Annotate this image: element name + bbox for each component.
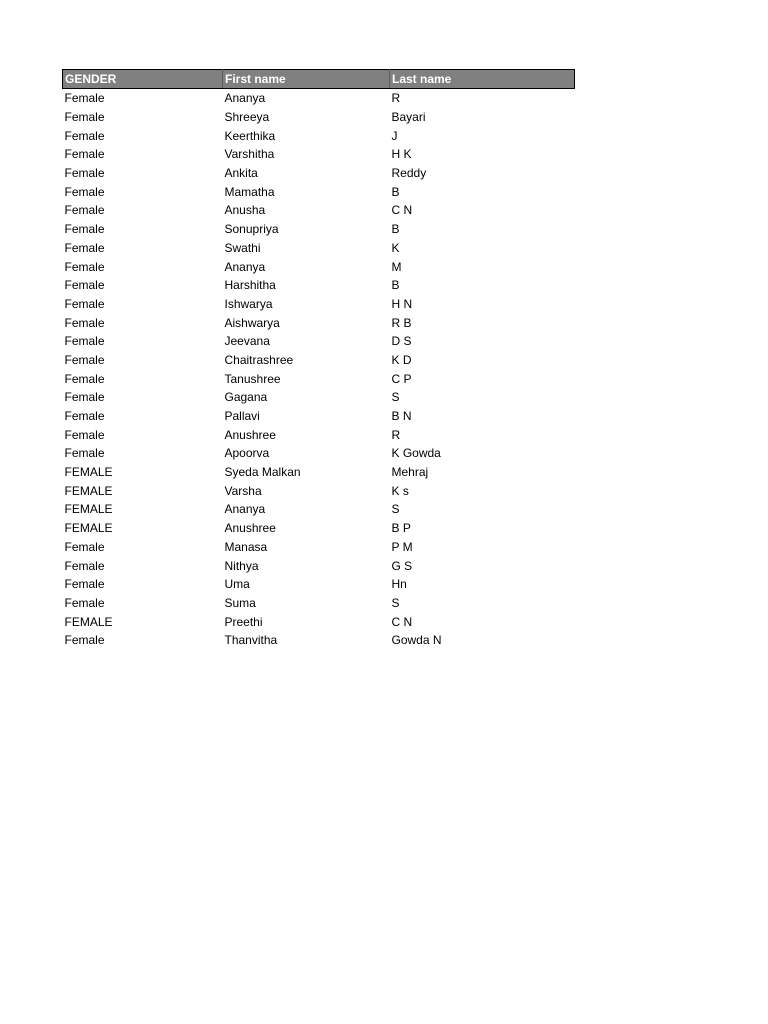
cell-first-name: Pallavi	[224, 409, 260, 424]
header-gender: GENDER	[63, 70, 223, 89]
cell-first-name: Ananya	[224, 91, 266, 106]
cell-last-name: S	[391, 595, 400, 610]
table-row	[63, 575, 575, 594]
cell-first-name: Jeevana	[224, 334, 270, 349]
cell-first-name: Syeda Malkan	[224, 465, 301, 480]
cell-gender: FEMALE	[64, 521, 113, 536]
cell-gender: FEMALE	[64, 502, 113, 517]
cell-last-name: R	[391, 91, 401, 106]
cell-gender: Female	[64, 446, 105, 461]
cell-gender: Female	[64, 390, 105, 405]
cell-last-name: G S	[391, 558, 413, 573]
cell-first-name: Suma	[224, 595, 256, 610]
table-row	[63, 631, 575, 650]
cell-gender: Female	[64, 371, 105, 386]
cell-first-name: Aishwarya	[224, 315, 280, 330]
cell-last-name: J	[391, 128, 398, 143]
cell-gender: Female	[64, 315, 105, 330]
cell-last-name: Hn	[391, 577, 407, 592]
table-row	[63, 182, 575, 201]
cell-last-name: B	[391, 222, 400, 237]
cell-gender: Female	[64, 203, 105, 218]
cell-last-name: Mehraj	[391, 465, 429, 480]
cell-first-name: Anusha	[224, 203, 266, 218]
cell-first-name: Swathi	[224, 240, 261, 255]
table-header	[63, 70, 575, 89]
cell-last-name: B P	[391, 521, 411, 536]
cell-last-name: Bayari	[391, 110, 426, 125]
cell-first-name: Ankita	[224, 166, 258, 181]
table-row	[63, 538, 575, 557]
cell-first-name: Ananya	[224, 502, 266, 517]
cell-last-name: H K	[391, 147, 412, 162]
cell-last-name: K	[391, 240, 400, 255]
spreadsheet-page	[62, 69, 574, 650]
cell-first-name: Apoorva	[224, 446, 270, 461]
cell-first-name: Varsha	[224, 483, 262, 498]
cell-first-name: Preethi	[224, 614, 263, 629]
table-row	[63, 332, 575, 351]
cell-last-name: S	[391, 502, 400, 517]
cell-last-name: B	[391, 184, 400, 199]
cell-last-name: Reddy	[391, 166, 427, 181]
table-body	[63, 89, 575, 650]
cell-first-name: Mamatha	[224, 184, 275, 199]
table-row	[63, 519, 575, 538]
cell-last-name: M	[391, 259, 402, 274]
table-row	[63, 556, 575, 575]
table-row	[63, 388, 575, 407]
header-first-name: First name	[223, 70, 390, 89]
cell-gender: FEMALE	[64, 614, 113, 629]
cell-last-name: C N	[391, 203, 413, 218]
cell-last-name: B	[391, 278, 400, 293]
table-row	[63, 276, 575, 295]
cell-last-name: K s	[391, 483, 409, 498]
table-row	[63, 89, 575, 108]
cell-gender: Female	[64, 259, 105, 274]
cell-first-name: Chaitrashree	[224, 352, 294, 367]
cell-last-name: Gowda N	[391, 633, 442, 648]
cell-gender: Female	[64, 91, 105, 106]
cell-first-name: Varshitha	[224, 147, 275, 162]
cell-first-name: Tanushree	[224, 371, 281, 386]
header-row	[63, 70, 575, 89]
cell-gender: Female	[64, 595, 105, 610]
table-row	[63, 500, 575, 519]
cell-first-name: Shreeya	[224, 110, 270, 125]
cell-gender: Female	[64, 222, 105, 237]
cell-gender: Female	[64, 128, 105, 143]
table-row	[63, 444, 575, 463]
cell-first-name: Anushree	[224, 521, 276, 536]
student-table	[62, 69, 575, 650]
cell-gender: FEMALE	[64, 465, 113, 480]
table-row	[63, 239, 575, 258]
cell-gender: Female	[64, 409, 105, 424]
cell-last-name: B N	[391, 409, 412, 424]
table-row	[63, 612, 575, 631]
cell-gender: Female	[64, 147, 105, 162]
table-row	[63, 369, 575, 388]
table-row	[63, 594, 575, 613]
cell-last-name: P M	[391, 539, 413, 554]
cell-last-name: K Gowda	[391, 446, 441, 461]
cell-last-name: R B	[391, 315, 412, 330]
cell-last-name: R	[391, 427, 401, 442]
cell-gender: Female	[64, 110, 105, 125]
cell-first-name: Ananya	[224, 259, 266, 274]
table-row	[63, 220, 575, 239]
cell-gender: Female	[64, 539, 105, 554]
cell-first-name: Ishwarya	[224, 296, 273, 311]
cell-last-name: H N	[391, 296, 413, 311]
cell-first-name: Anushree	[224, 427, 276, 442]
table-row	[63, 463, 575, 482]
table-row	[63, 425, 575, 444]
cell-first-name: Manasa	[224, 539, 268, 554]
table-row	[63, 164, 575, 183]
cell-first-name: Uma	[224, 577, 250, 592]
cell-last-name: C N	[391, 614, 413, 629]
table-row	[63, 481, 575, 500]
cell-gender: Female	[64, 166, 105, 181]
cell-first-name: Keerthika	[224, 128, 276, 143]
table-row	[63, 407, 575, 426]
table-row	[63, 351, 575, 370]
table-row	[63, 201, 575, 220]
cell-gender: Female	[64, 577, 105, 592]
cell-gender: Female	[64, 278, 105, 293]
cell-gender: Female	[64, 240, 105, 255]
cell-gender: Female	[64, 352, 105, 367]
table-row	[63, 145, 575, 164]
cell-gender: FEMALE	[64, 483, 113, 498]
cell-first-name: Thanvitha	[224, 633, 278, 648]
header-last-name: Last name	[390, 70, 575, 89]
cell-first-name: Gagana	[224, 390, 268, 405]
table-row	[63, 126, 575, 145]
cell-last-name: D S	[391, 334, 412, 349]
cell-last-name: S	[391, 390, 400, 405]
table-row	[63, 295, 575, 314]
cell-first-name: Harshitha	[224, 278, 276, 293]
cell-last-name: C P	[391, 371, 412, 386]
cell-gender: Female	[64, 296, 105, 311]
cell-last-name: K D	[391, 352, 412, 367]
cell-gender: Female	[64, 558, 105, 573]
cell-gender: Female	[64, 427, 105, 442]
cell-gender: Female	[64, 633, 105, 648]
table-row	[63, 257, 575, 276]
cell-first-name: Sonupriya	[224, 222, 279, 237]
table-row	[63, 108, 575, 127]
cell-first-name: Nithya	[224, 558, 259, 573]
cell-gender: Female	[64, 184, 105, 199]
cell-gender: Female	[64, 334, 105, 349]
table-row	[63, 313, 575, 332]
